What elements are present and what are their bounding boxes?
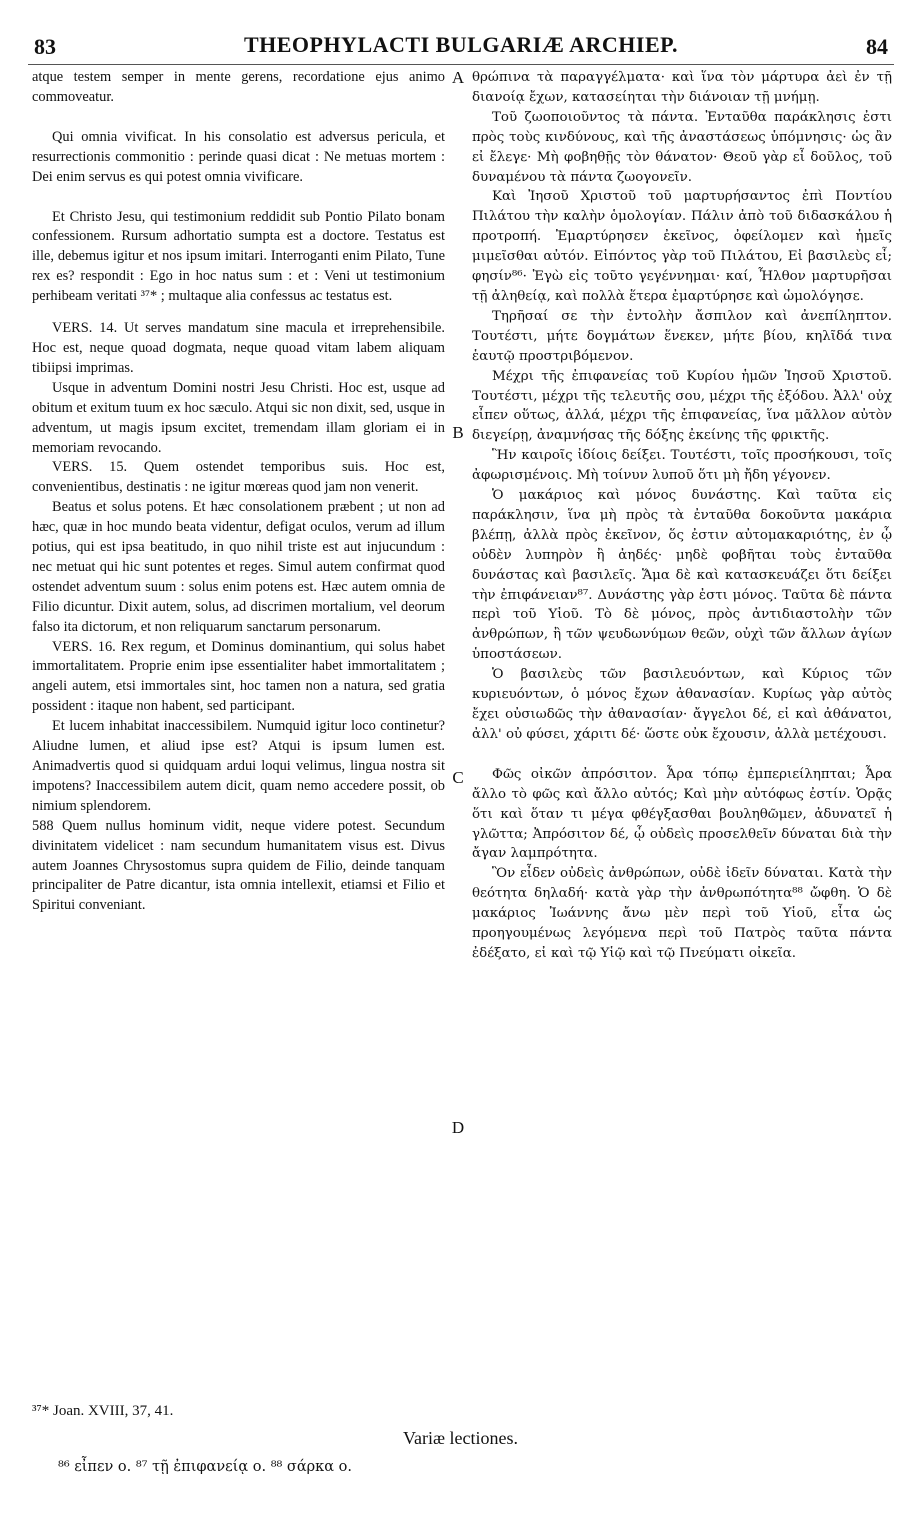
greek-paragraph: Ὁ μακάριος καὶ μόνος δυνάστης. Καὶ ταῦτα εἰς παράκλησιν, ἵνα μὴ πρὸς τὰ ἐνταῦθα δοκοῦντα μακάρια βλέπῃ, ἀλλὰ πρὸς ἐκεῖνον, ὅς ἐστιν αὐτομακαριότης, ἐν ᾧ οὐδὲν λυπηρὸν ἢ ἀηδές· μηδὲ φοβῆται τοὺς ἐνταῦθα δυνάστας καὶ βασιλεῖς. Ἅμα δὲ καὶ κατασκευάζει ὅτι δείξει τὴν ἐπιφάνειαν⁸⁷. Δυνάστης γὰρ ἐστι μόνος. Ταῦτα δὲ πάντα περὶ τοῦ Υἱοῦ. Τὸ δὲ μόνος, πρὸς ἀντιδιαστολὴν τῶν ἀνθρώπων, ἢ τῶν ψευδωνύμων θεῶν, οὐχὶ τῶν ἄλλων ἁγίων ὑποστάσεων.	[472, 488, 892, 663]
greek-paragraph: Φῶς οἰκῶν ἀπρόσιτον. Ἆρα τόπῳ ἐμπεριείληπται; Ἆρα ἄλλο τὸ φῶς καὶ ἄλλο αὐτός; Καὶ μὴν αὐτόφως ἐστίν. Ὁρᾷς ὅτι καὶ ὅταν τι μέγα φθέγξασθαι βουληθῶμεν, ἀδυνατεῖ ἡ γλῶττα; Ἀπρόσιτον δέ, ᾧ οὐδεὶς προσελθεῖν δύναται διὰ τὴν ἄγαν λαμπρότητα.	[472, 766, 892, 862]
greek-paragraph: Τηρῆσαί σε τὴν ἐντολὴν ἄσπιλον καὶ ἀνεπίληπτον. Τουτέστι, μήτε δογμάτων ἕνεκεν, μήτε βίου, κηλῖδά τινα ἑαυτῷ προστριβόμενον.	[472, 308, 892, 364]
greek-paragraph: Καὶ Ἰησοῦ Χριστοῦ τοῦ μαρτυρήσαντος ἐπὶ Ποντίου Πιλάτου τὴν καλὴν ὁμολογίαν. Πάλιν ἀπὸ τοῦ διδασκάλου ἡ προτροπή. Ἐμαρτύρησεν ἐκεῖνος, ὀφείλομεν καὶ ἡμεῖς μιμεῖσθαι αὐτόν. Εἰπόντος γὰρ τοῦ Πιλάτου, Εἰ βασιλεὺς εἶ; φησίν⁸⁶· Ἐγὼ εἰς τοῦτο γεγέννημαι· καί, Ἦλθον μαρτυρῆσαι τῇ ἀληθείᾳ, καὶ πολλὰ ἕτερα ἐμαρτύρησε καὶ ὡμολόγησε.	[472, 189, 892, 304]
running-header	[28, 30, 894, 64]
header-rule	[28, 64, 894, 65]
latin-paragraph: Et Christo Jesu, qui testimonium reddidit sub Pontio Pilato bonam confessionem. Rursum adhortatio sumpta est a doctore. Testatus est ille, debemus igitur et nos ipsum imitari. Interroganti enim Pilato, Tune rex es? respondit : Ego in hoc natus sum : et : Veni ut testimonium perhibeam veritati ³⁷* ; multaque alia confessus ac testatus est.	[32, 208, 445, 305]
latin-paragraph: Beatus et solus potens. Et hæc consolationem præbent ; ut non ad hæc, quæ in hoc mundo beata videntur, defigat oculos, verum ad illum potius, qui est ipsa beatitudo, in quo nihil triste est aut injucundum : nec metuat qui hic sunt potentes et reges. Simul autem confirmat quod ostendet adventum suum : solus enim potens est. Hæc autem omnia de Filio dicuntur. Dixit autem, solus, ad discrimen mortalium, vel deorum falso ita dictorum, et non reliquarum sanctarum personarum.	[32, 499, 445, 635]
greek-paragraph: θρώπινα τὰ παραγγέλματα· καὶ ἵνα τὸν μάρτυρα ἀεὶ ἐν τῇ διανοίᾳ ἔχων, κατασείηται τὴν διάνοιαν τῇ μνήμῃ.	[472, 70, 892, 105]
left-page-number: 83	[34, 34, 56, 59]
latin-paragraph: Qui omnia vivificat. In his consolatio est adversus pericula, et resurrectionis commonitio : perinde quasi dicat : Ne metuas mortem : Dei enim servus es qui potest omnia vivificare.	[32, 128, 445, 185]
latin-paragraph: VERS. 14. Ut serves mandatum sine macula et irreprehensibile. Hoc est, neque quoad dogmata, neque quoad vitam labem aliquam tibiipsi imprimas.	[32, 320, 445, 376]
latin-paragraph: atque testem semper in mente gerens, recordatione ejus animo commoveatur.	[32, 69, 445, 105]
scripture-footnote: ³⁷* Joan. XVIII, 37, 41.	[32, 1403, 174, 1419]
latin-column	[32, 68, 445, 1393]
margin-letter-c: C	[452, 768, 464, 787]
greek-paragraph: Μέχρι τῆς ἐπιφανείας τοῦ Κυρίου ἡμῶν Ἰησοῦ Χριστοῦ. Τουτέστι, μέχρι τῆς τελευτῆς σου, μέχρι τῆς ἐξόδου. Ἀλλ' οὐχ εἶπεν οὕτως, ἀλλά, μέχρι τῆς ἐπιφανείας, ἵνα μᾶλλον αὐτὸν διεγείρῃ, ἀναμνήσας τῆς δόξης ἐκείνης τῆς φρικτῆς.	[472, 368, 892, 444]
margin-letter-d: D	[451, 1118, 465, 1137]
latin-paragraph: Usque in adventum Domini nostri Jesu Christi. Hoc est, usque ad obitum et exitum tuum ex hoc sæculo. Atqui sic non dixit, sed, usque in adventum, ut magis ipsum excitet, tremendam illam gloriam ei in memoriam revocando.	[32, 379, 445, 456]
latin-paragraph: Et lucem inhabitat inaccessibilem. Numquid igitur loco continetur? Aliudne lumen, et aliud ipse est? Atqui is ipsum lumen est. Animadvertis quod si quidquam ardui loqui velimus, lingua nostra sit impotens? Inaccessibilem autem dicit, quam nemo accedere possit, ob nimium splendorem.	[32, 718, 445, 814]
greek-paragraph: Ὃν εἶδεν οὐδεὶς ἀνθρώπων, οὐδὲ ἰδεῖν δύναται. Κατὰ τὴν θεότητα δηλαδή· κατὰ γὰρ τὴν ἀνθρωπότητα⁸⁸ ὤφθη. Ὁ δὲ μακάριος Ἰωάννης ἄνω μὲν περὶ τοῦ Υἱοῦ, εἶτα ὡς προηγουμένως λεγόμενα περὶ τοῦ Πατρὸς ταῦτα πάντα ἐδέξατο, εἰ καὶ τῷ Υἱῷ καὶ τῷ Πνεύματι οἰκεῖα.	[472, 866, 892, 961]
right-page-number: 84	[866, 34, 888, 59]
margin-letter-a: A	[451, 68, 465, 87]
latin-paragraph: VERS. 15. Quem ostendet temporibus suis. Hoc est, convenientibus, destinatis : ne igitur mœreas quod jam non venerit.	[32, 459, 445, 496]
variae-lectiones-heading: Variæ lectiones.	[403, 1428, 518, 1448]
margin-letter-b: B	[452, 423, 464, 442]
greek-column	[472, 68, 892, 1368]
variae-lectiones-notes: ⁸⁶ εἶπεν ο. ⁸⁷ τῇ ἐπιφανείᾳ ο. ⁸⁸ σάρκα ο.	[58, 1459, 352, 1475]
margin-letters	[446, 68, 470, 1388]
greek-paragraph: Ὁ βασιλεὺς τῶν βασιλευόντων, καὶ Κύριος τῶν κυριευόντων, ὁ μόνος ἔχων ἀθανασίαν. Κυρίως γὰρ αὐτὸς ἔχει οὐσιωδῶς τὴν ἀθανασίαν· ἄγγελοι δέ, εἰ καὶ ἀθάνατοι, ἀλλ' οὐ φύσει, χάριτι δέ· ὥστε οὐκ ἔχουσιν, ἀλλὰ μετέχουσι.	[472, 667, 892, 742]
greek-paragraph: Τοῦ ζωοποιοῦντος τὰ πάντα. Ἐνταῦθα παράκλησις ἐστι πρὸς τοὺς κινδύνους, καὶ τῆς ἀναστάσεως ὑπόμνησις· ὡς ἂν εἰ ἔλεγε· Μὴ φοβηθῇς τὸν θάνατον· Θεοῦ γὰρ εἶ δοῦλος, τοῦ δυναμένου τὰ πάντα ζωογονεῖν.	[472, 109, 892, 185]
latin-paragraph: VERS. 16. Rex regum, et Dominus dominantium, qui solus habet immortalitatem. Proprie enim ipse essentialiter habet immortalitatem ; angeli autem, etsi immortales sint, hoc tamen non a natura, sed gratia possident : itaque non habent, sed participant.	[32, 638, 445, 715]
running-title: THEOPHYLACTI BULGARIÆ ARCHIEP.	[243, 32, 679, 57]
latin-paragraph: 588 Quem nullus hominum vidit, neque videre potest. Secundum divinitatem videlicet : nam secundum humanitatem visus est. Divus autem Joannes Chrysostomus supra quidem de Filio, deinde tanquam principaliter de Patre dicantur, ista omnia intellexit, etiamsi et Filio et Spiritui conveniant.	[32, 817, 445, 914]
greek-paragraph: Ἣν καιροῖς ἰδίοις δείξει. Τουτέστι, τοῖς προσήκουσι, τοῖς ἀφωρισμένοις. Μὴ τοίνυν λυποῦ ὅτι μὴ ἤδη γέγονεν.	[472, 448, 892, 484]
